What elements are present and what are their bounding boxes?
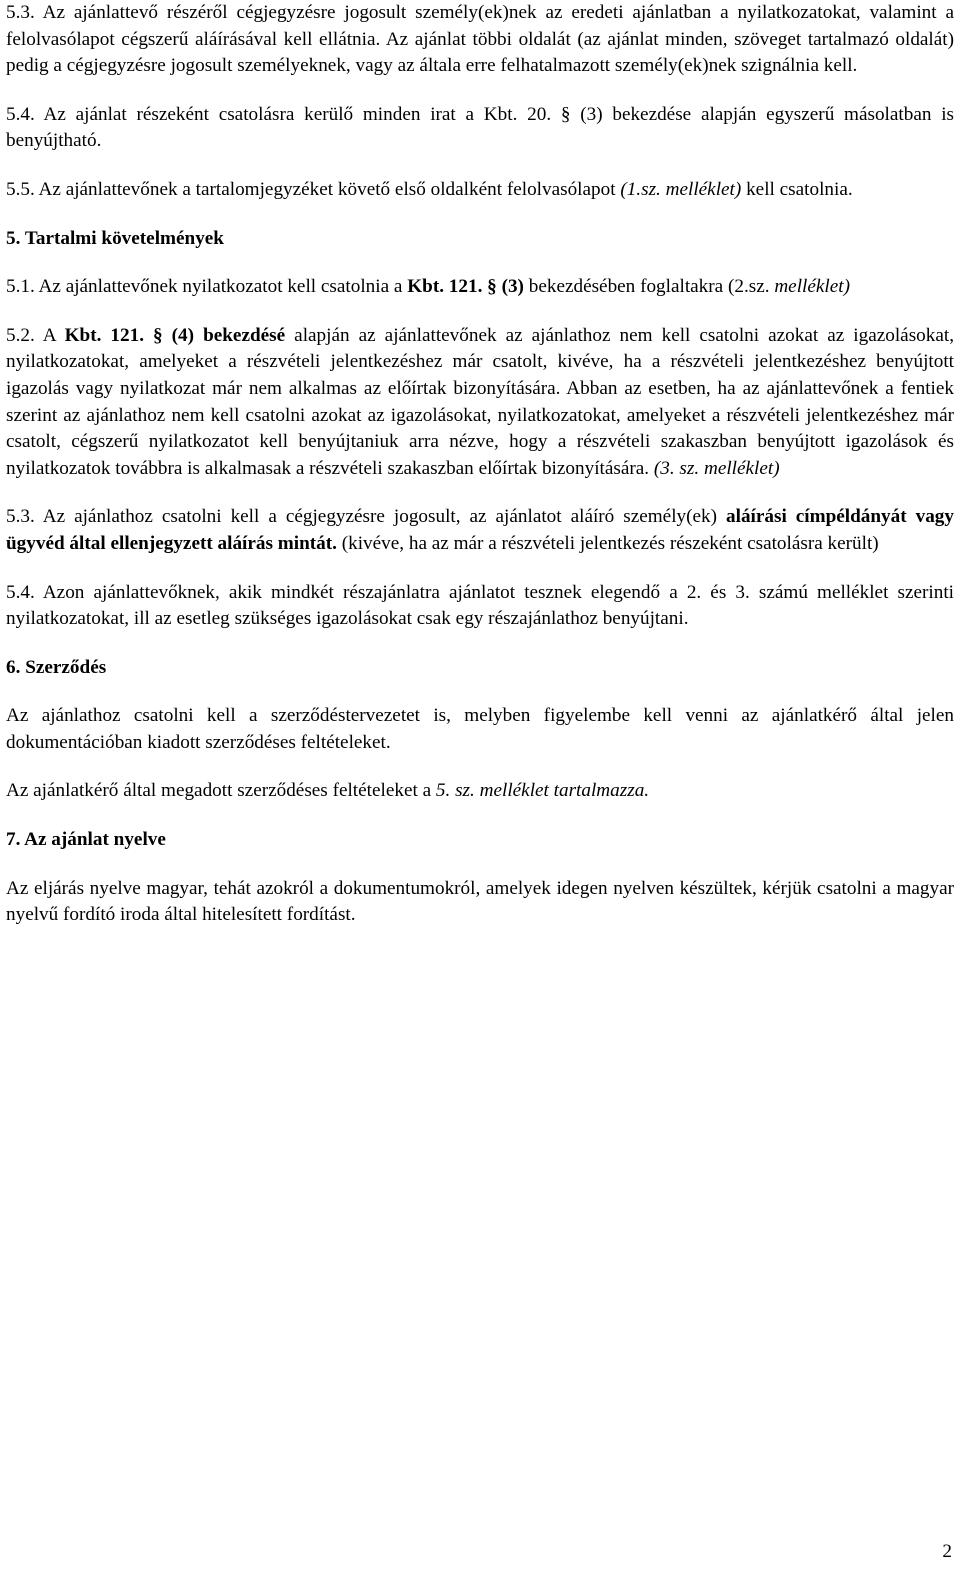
annex-reference: (3. sz. melléklet): [653, 457, 780, 479]
annex-reference: (1.sz. melléklet): [620, 178, 742, 200]
document-page: [6, 0, 954, 929]
text-run: 5.3. Az ajánlathoz csatolni kell a cégjegyzésre jogosult, az ajánlatot aláíró személy(ek): [6, 506, 727, 528]
paragraph-6-conditions: [6, 778, 954, 805]
paragraph-5-5-cover-sheet: [6, 177, 954, 204]
text-run: 5.5. Az ajánlattevőnek a tartalomjegyzéket követő első oldalként felolvasólapot: [6, 178, 621, 200]
paragraph-6-contract-draft: Az ajánlathoz csatolni kell a szerződéstervezetet is, melyben figyelembe kell venni az ajánlatkérő által jelen dokumentációban kiadott szerződéses feltételeket.: [6, 705, 954, 753]
law-reference: Kbt. 121. § (4) bekezdésé: [64, 324, 286, 346]
text-run: alapján az ajánlattevőnek az ajánlathoz nem kell csatolni azokat az igazolásokat, nyilatkozatokat, amelyeket a részvételi jelentkezéshez már csatolt, kivéve, ha a részvételi jelentkezéshez benyújtott igazolás vagy nyilatkozat már nem alkalmas az előírtak bizonyítására. Abban az esetben, ha az ajánlattevőnek a fentiek szerint az ajánlathoz nem kell csatolni azokat az igazolásokat, nyilatkozatokat, amelyeket a részvételi jelentkezéshez már csatolt, cégszerű nyilatkozatot kell benyújtaniuk arra nézve, hogy a részvételi szakaszban benyújtott igazolások és nyilatkozatok továbbra is alkalmasak a részvételi szakaszban előírtak bizonyítására.: [6, 324, 954, 479]
paragraph-5-4-copies: 5.4. Az ajánlat részeként csatolásra kerülő minden irat a Kbt. 20. § (3) bekezdése alapján egyszerű másolatban is benyújtható.: [6, 103, 954, 152]
annex-reference: melléklet): [774, 276, 850, 298]
text-run: Az ajánlatkérő által megadott szerződéses feltételeket a: [6, 780, 436, 802]
text-run: (kivéve, ha az már a részvételi jelentkezés részeként csatolásra került): [336, 532, 879, 554]
paragraph-5-1: [6, 274, 954, 301]
paragraph-5-4-partial-offers: 5.4. Azon ajánlattevőknek, akik mindkét részajánlatra ajánlatot tesznek elegendő a 2. és 3. számú melléklet szerinti nyilatkozatokat, ill az esetleg szükséges igazolásokat csak egy részajánlathoz benyújtani.: [6, 581, 954, 630]
page-number: 2: [942, 1541, 952, 1562]
law-reference: Kbt. 121. § (3): [407, 276, 524, 298]
emphasis-text: aláírási címpéldányát vagy ügyvéd által ellenjegyzett aláírás mintát.: [6, 506, 954, 554]
paragraph-5-3-signature: 5.3. Az ajánlattevő részéről cégjegyzésre jogosult személy(ek)nek az eredeti ajánlatban a nyilatkozatokat, valamint a felolvasólapot cégszerű aláírásával kell ellátnia. Az ajánlat többi oldalát (az ajánlat minden, szöveget tartalmazó oldalát) pedig a cégjegyzésre jogosult személyeknek, vagy az általa erre felhatalmazott személy(ek)nek szignálnia kell.: [6, 2, 954, 77]
annex-reference: 5. sz. melléklet tartalmazza.: [435, 780, 650, 802]
paragraph-5-3-specimen: [6, 504, 954, 557]
text-run: bekezdésében foglaltakra (2.sz.: [523, 276, 775, 298]
text-run: 5.1. Az ajánlattevőnek nyilatkozatot kell csatolnia a: [6, 276, 408, 298]
heading-section-5: 5. Tartalmi követelmények: [6, 227, 224, 249]
text-run: kell csatolnia.: [741, 178, 853, 200]
heading-section-7: 7. Az ajánlat nyelve: [6, 829, 166, 851]
paragraph-5-2: [6, 323, 954, 483]
paragraph-7-language: Az eljárás nyelve magyar, tehát azokról a dokumentumokról, amelyek idegen nyelven készültek, kérjük csatolni a magyar nyelvű fordító iroda által hitelesített fordítást.: [6, 877, 954, 926]
heading-section-6: 6. Szerződés: [6, 656, 107, 678]
text-run: 5.2. A: [6, 324, 65, 346]
